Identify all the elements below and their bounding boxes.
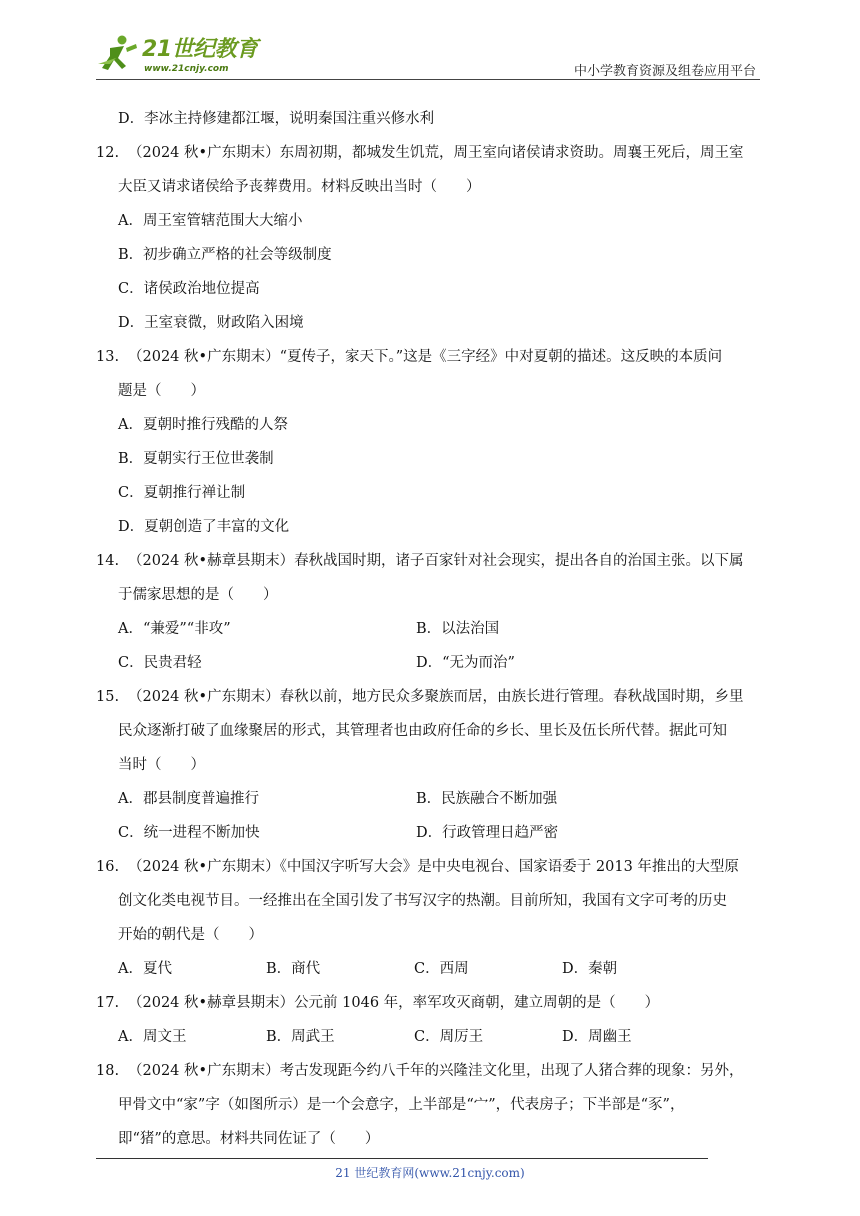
question-12-line-2: 大臣又请求诸侯给予丧葬费用。材料反映出当时（ ） (118, 179, 481, 195)
question-12-line-1 (96, 136, 766, 170)
q17-option-d[interactable]: D．周幽王 (562, 1029, 632, 1045)
question-15-line-1 (96, 680, 766, 714)
question-number: 14. (96, 553, 120, 569)
question-number: 17. (96, 995, 120, 1011)
question-18-line-1 (96, 1054, 766, 1088)
q16-option-d[interactable]: D．秦朝 (562, 961, 618, 977)
q12-option-c[interactable]: C．诸侯政治地位提高 (118, 281, 260, 297)
q16-options-row (96, 952, 766, 986)
question-number: 15. (96, 689, 120, 705)
q17-options-row (96, 1020, 766, 1054)
question-text: （2024 秋•广东期末）东周初期，都城发生饥荒，周王室向诸侯请求资助。周襄王死后，周王室 (128, 145, 744, 161)
q12-option-a[interactable]: A．周王室管辖范围大大缩小 (118, 213, 303, 229)
brand-url: www.21cnjy.com (144, 64, 229, 74)
runner-logo-icon (96, 34, 140, 74)
q14-option-a[interactable]: A．“兼爱”“非攻” (118, 621, 231, 637)
question-text: （2024 秋•赫章县期末）春秋战国时期，诸子百家针对社会现实，提出各自的治国主张。以下属 (128, 553, 744, 569)
question-14-line-1 (96, 544, 766, 578)
question-number: 16. (96, 859, 120, 875)
question-number: 12. (96, 145, 120, 161)
question-number: 13. (96, 349, 120, 365)
question-14-line-2: 于儒家思想的是（ ） (118, 587, 278, 603)
question-number: 18. (96, 1063, 120, 1079)
q15-option-d[interactable]: D．行政管理日趋严密 (416, 825, 559, 841)
q14-option-d[interactable]: D．“无为而治” (416, 655, 515, 671)
q16-option-b[interactable]: B．商代 (266, 961, 321, 977)
footer-divider (96, 1158, 708, 1159)
page-header (96, 30, 760, 80)
question-16-line-2: 创文化类电视节目。一经推出在全国引发了书写汉字的热潮。目前所知，我国有文字可考的历史 (118, 893, 727, 909)
question-16-line-1 (96, 850, 766, 884)
question-18-line-2: 甲骨文中“家”字（如图所示）是一个会意字，上半部是“宀”，代表房子；下半部是“豕”， (118, 1097, 685, 1113)
q16-option-c[interactable]: C．西周 (414, 961, 469, 977)
q14-options-row-2 (96, 646, 766, 680)
prev-question-option-d: D．李冰主持修建都江堰，说明秦国注重兴修水利 (118, 111, 435, 127)
q12-option-b[interactable]: B．初步确立严格的社会等级制度 (118, 247, 332, 263)
platform-title: 中小学教育资源及组卷应用平台 (573, 64, 756, 79)
question-15-line-3: 当时（ ） (118, 757, 205, 773)
question-text: （2024 秋•广东期末）考古发现距今约八千年的兴隆洼文化里，出现了人猪合葬的现象：另外， (128, 1063, 744, 1079)
question-text: （2024 秋•广东期末）“夏传子，家天下。”这是《三字经》中对夏朝的描述。这反映的本质问 (128, 349, 723, 365)
q17-option-b[interactable]: B．周武王 (266, 1029, 335, 1045)
q13-option-c[interactable]: C．夏朝推行禅让制 (118, 485, 246, 501)
q17-option-c[interactable]: C．周厉王 (414, 1029, 484, 1045)
q13-option-d[interactable]: D．夏朝创造了丰富的文化 (118, 519, 290, 535)
question-13-line-2: 题是（ ） (118, 383, 205, 399)
question-text: （2024 秋•赫章县期末）公元前 1046 年，率军攻灭商朝，建立周朝的是（ ） (128, 995, 660, 1011)
q15-option-c[interactable]: C．统一进程不断加快 (118, 825, 260, 841)
question-15-line-2: 民众逐渐打破了血缘聚居的形式，其管理者也由政府任命的乡长、里长及伍长所代替。据此可知 (118, 723, 727, 739)
q14-option-b[interactable]: B．以法治国 (416, 621, 500, 637)
footer-text[interactable]: 21 世纪教育网(www.21cnjy.com) (335, 1166, 525, 1180)
q13-option-b[interactable]: B．夏朝实行王位世袭制 (118, 451, 274, 467)
q15-option-b[interactable]: B．民族融合不断加强 (416, 791, 558, 807)
header-divider (96, 79, 760, 80)
q13-option-a[interactable]: A．夏朝时推行残酷的人祭 (118, 417, 288, 433)
question-list (96, 102, 766, 1156)
q17-option-a[interactable]: A．周文王 (118, 1029, 187, 1045)
q14-options-row-1 (96, 612, 766, 646)
q15-option-a[interactable]: A．郡县制度普遍推行 (118, 791, 259, 807)
q12-option-d[interactable]: D．王室衰微，财政陷入困境 (118, 315, 304, 331)
question-text: （2024 秋•广东期末）《中国汉字听写大会》是中央电视台、国家语委于 2013 年推出的大型原 (128, 859, 739, 875)
q15-options-row-2 (96, 816, 766, 850)
question-13-line-1 (96, 340, 766, 374)
question-17-line-1 (96, 986, 766, 1020)
brand-name: 21世纪教育 (142, 37, 258, 62)
question-18-line-3: 即“猪”的意思。材料共同佐证了（ ） (118, 1131, 380, 1147)
q16-option-a[interactable]: A．夏代 (118, 961, 172, 977)
q15-options-row-1 (96, 782, 766, 816)
q14-option-c[interactable]: C．民贵君轻 (118, 655, 202, 671)
brand-logo (96, 30, 296, 80)
question-text: （2024 秋•广东期末）春秋以前，地方民众多聚族而居，由族长进行管理。春秋战国时期，乡里 (128, 689, 744, 705)
question-16-line-3: 开始的朝代是（ ） (118, 927, 263, 943)
